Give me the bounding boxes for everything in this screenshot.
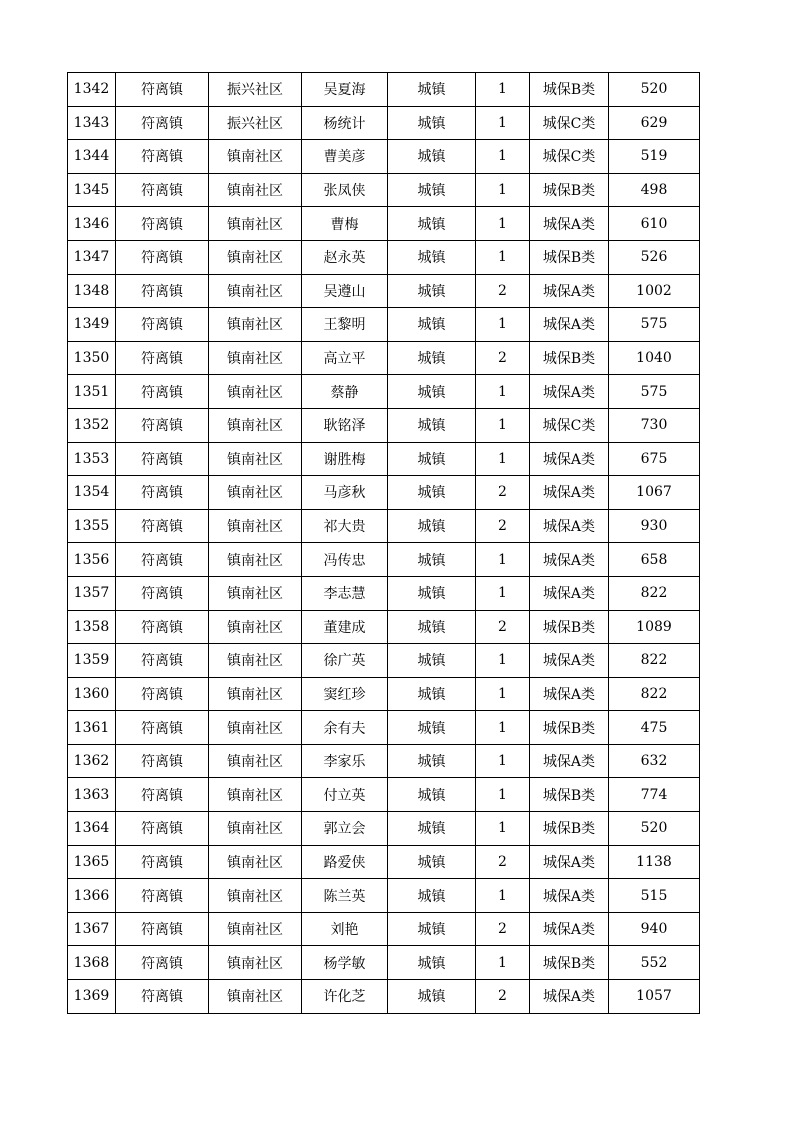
table-row [68,912,700,946]
amount-cell: 1002 [609,274,700,308]
community-cell: 镇南社区 [209,778,302,812]
town-cell: 符离镇 [116,408,209,442]
category-cell: 城保A类 [530,980,609,1014]
town-cell: 符离镇 [116,207,209,241]
category-cell: 城保A类 [530,744,609,778]
table-row [68,778,700,812]
name-cell: 付立英 [302,778,388,812]
town-cell: 符离镇 [116,711,209,745]
community-cell: 镇南社区 [209,576,302,610]
community-cell: 镇南社区 [209,845,302,879]
household-size-cell: 1 [476,240,530,274]
category-cell: 城保A类 [530,845,609,879]
residence-type-cell: 城镇 [388,576,476,610]
table-row [68,375,700,409]
serial-number-cell: 1349 [68,308,116,342]
amount-cell: 675 [609,442,700,476]
residence-type-cell: 城镇 [388,73,476,107]
residence-type-cell: 城镇 [388,274,476,308]
name-cell: 李家乐 [302,744,388,778]
serial-number-cell: 1353 [68,442,116,476]
household-size-cell: 1 [476,140,530,174]
community-cell: 镇南社区 [209,173,302,207]
serial-number-cell: 1363 [68,778,116,812]
serial-number-cell: 1359 [68,644,116,678]
community-cell: 镇南社区 [209,946,302,980]
name-cell: 蔡静 [302,375,388,409]
household-size-cell: 1 [476,106,530,140]
town-cell: 符离镇 [116,879,209,913]
roster-table [67,72,700,1014]
category-cell: 城保A类 [530,207,609,241]
category-cell: 城保A类 [530,912,609,946]
category-cell: 城保A类 [530,879,609,913]
name-cell: 杨统计 [302,106,388,140]
name-cell: 李志慧 [302,576,388,610]
table-row [68,106,700,140]
household-size-cell: 1 [476,207,530,241]
residence-type-cell: 城镇 [388,879,476,913]
amount-cell: 632 [609,744,700,778]
category-cell: 城保A类 [530,442,609,476]
category-cell: 城保A类 [530,677,609,711]
residence-type-cell: 城镇 [388,442,476,476]
town-cell: 符离镇 [116,644,209,678]
amount-cell: 498 [609,173,700,207]
community-cell: 镇南社区 [209,711,302,745]
category-cell: 城保B类 [530,778,609,812]
category-cell: 城保B类 [530,173,609,207]
community-cell: 振兴社区 [209,73,302,107]
name-cell: 余有夫 [302,711,388,745]
amount-cell: 520 [609,73,700,107]
table-row [68,610,700,644]
table-row [68,442,700,476]
table-row [68,744,700,778]
household-size-cell: 1 [476,173,530,207]
household-size-cell: 1 [476,73,530,107]
residence-type-cell: 城镇 [388,240,476,274]
category-cell: 城保A类 [530,576,609,610]
amount-cell: 1040 [609,341,700,375]
serial-number-cell: 1345 [68,173,116,207]
category-cell: 城保A类 [530,644,609,678]
amount-cell: 520 [609,812,700,846]
name-cell: 曹梅 [302,207,388,241]
residence-type-cell: 城镇 [388,341,476,375]
category-cell: 城保A类 [530,509,609,543]
residence-type-cell: 城镇 [388,408,476,442]
amount-cell: 940 [609,912,700,946]
amount-cell: 1067 [609,476,700,510]
category-cell: 城保A类 [530,375,609,409]
category-cell: 城保B类 [530,341,609,375]
serial-number-cell: 1367 [68,912,116,946]
name-cell: 窦红珍 [302,677,388,711]
amount-cell: 515 [609,879,700,913]
household-size-cell: 1 [476,812,530,846]
household-size-cell: 1 [476,576,530,610]
table-row [68,173,700,207]
serial-number-cell: 1343 [68,106,116,140]
community-cell: 镇南社区 [209,207,302,241]
residence-type-cell: 城镇 [388,308,476,342]
name-cell: 谢胜梅 [302,442,388,476]
category-cell: 城保C类 [530,140,609,174]
household-size-cell: 1 [476,744,530,778]
household-size-cell: 1 [476,778,530,812]
community-cell: 镇南社区 [209,812,302,846]
community-cell: 镇南社区 [209,543,302,577]
household-size-cell: 2 [476,341,530,375]
residence-type-cell: 城镇 [388,106,476,140]
household-size-cell: 1 [476,375,530,409]
category-cell: 城保B类 [530,610,609,644]
household-size-cell: 2 [476,980,530,1014]
serial-number-cell: 1352 [68,408,116,442]
table-row [68,140,700,174]
serial-number-cell: 1356 [68,543,116,577]
town-cell: 符离镇 [116,140,209,174]
town-cell: 符离镇 [116,509,209,543]
name-cell: 许化芝 [302,980,388,1014]
residence-type-cell: 城镇 [388,946,476,980]
amount-cell: 575 [609,375,700,409]
table-row [68,308,700,342]
table-row [68,845,700,879]
serial-number-cell: 1342 [68,73,116,107]
name-cell: 马彦秋 [302,476,388,510]
name-cell: 冯传忠 [302,543,388,577]
serial-number-cell: 1366 [68,879,116,913]
household-size-cell: 2 [476,476,530,510]
residence-type-cell: 城镇 [388,140,476,174]
name-cell: 路爱侠 [302,845,388,879]
town-cell: 符离镇 [116,845,209,879]
community-cell: 镇南社区 [209,140,302,174]
residence-type-cell: 城镇 [388,744,476,778]
residence-type-cell: 城镇 [388,980,476,1014]
residence-type-cell: 城镇 [388,476,476,510]
household-size-cell: 2 [476,845,530,879]
name-cell: 郭立会 [302,812,388,846]
serial-number-cell: 1358 [68,610,116,644]
residence-type-cell: 城镇 [388,173,476,207]
amount-cell: 658 [609,543,700,577]
town-cell: 符离镇 [116,476,209,510]
table-row [68,240,700,274]
amount-cell: 822 [609,644,700,678]
roster-table-body [68,73,700,1014]
serial-number-cell: 1360 [68,677,116,711]
community-cell: 镇南社区 [209,308,302,342]
town-cell: 符离镇 [116,744,209,778]
table-row [68,476,700,510]
table-row [68,341,700,375]
category-cell: 城保A类 [530,274,609,308]
community-cell: 镇南社区 [209,341,302,375]
name-cell: 杨学敏 [302,946,388,980]
residence-type-cell: 城镇 [388,812,476,846]
table-row [68,644,700,678]
household-size-cell: 1 [476,879,530,913]
town-cell: 符离镇 [116,677,209,711]
name-cell: 吴遵山 [302,274,388,308]
serial-number-cell: 1351 [68,375,116,409]
town-cell: 符离镇 [116,375,209,409]
name-cell: 耿铭泽 [302,408,388,442]
amount-cell: 1089 [609,610,700,644]
town-cell: 符离镇 [116,576,209,610]
amount-cell: 1057 [609,980,700,1014]
town-cell: 符离镇 [116,73,209,107]
community-cell: 镇南社区 [209,476,302,510]
name-cell: 高立平 [302,341,388,375]
community-cell: 镇南社区 [209,240,302,274]
residence-type-cell: 城镇 [388,543,476,577]
community-cell: 镇南社区 [209,912,302,946]
serial-number-cell: 1368 [68,946,116,980]
amount-cell: 774 [609,778,700,812]
amount-cell: 526 [609,240,700,274]
category-cell: 城保A类 [530,476,609,510]
town-cell: 符离镇 [116,980,209,1014]
table-row [68,408,700,442]
category-cell: 城保A类 [530,543,609,577]
category-cell: 城保B类 [530,711,609,745]
household-size-cell: 1 [476,308,530,342]
category-cell: 城保C类 [530,106,609,140]
table-row [68,576,700,610]
household-size-cell: 2 [476,610,530,644]
table-row [68,812,700,846]
community-cell: 镇南社区 [209,509,302,543]
residence-type-cell: 城镇 [388,912,476,946]
community-cell: 镇南社区 [209,980,302,1014]
community-cell: 镇南社区 [209,408,302,442]
community-cell: 镇南社区 [209,644,302,678]
town-cell: 符离镇 [116,274,209,308]
table-row [68,543,700,577]
residence-type-cell: 城镇 [388,778,476,812]
serial-number-cell: 1354 [68,476,116,510]
table-row [68,879,700,913]
residence-type-cell: 城镇 [388,207,476,241]
residence-type-cell: 城镇 [388,610,476,644]
serial-number-cell: 1357 [68,576,116,610]
amount-cell: 519 [609,140,700,174]
table-row [68,207,700,241]
household-size-cell: 2 [476,912,530,946]
community-cell: 镇南社区 [209,677,302,711]
serial-number-cell: 1348 [68,274,116,308]
name-cell: 董建成 [302,610,388,644]
serial-number-cell: 1364 [68,812,116,846]
community-cell: 镇南社区 [209,442,302,476]
name-cell: 徐广英 [302,644,388,678]
name-cell: 祁大贵 [302,509,388,543]
serial-number-cell: 1362 [68,744,116,778]
household-size-cell: 1 [476,677,530,711]
town-cell: 符离镇 [116,812,209,846]
town-cell: 符离镇 [116,106,209,140]
amount-cell: 822 [609,677,700,711]
serial-number-cell: 1346 [68,207,116,241]
residence-type-cell: 城镇 [388,644,476,678]
serial-number-cell: 1350 [68,341,116,375]
amount-cell: 730 [609,408,700,442]
name-cell: 曹美彦 [302,140,388,174]
residence-type-cell: 城镇 [388,711,476,745]
name-cell: 吴夏海 [302,73,388,107]
amount-cell: 1138 [609,845,700,879]
town-cell: 符离镇 [116,610,209,644]
community-cell: 镇南社区 [209,744,302,778]
amount-cell: 822 [609,576,700,610]
name-cell: 王黎明 [302,308,388,342]
table-row [68,677,700,711]
name-cell: 刘艳 [302,912,388,946]
town-cell: 符离镇 [116,308,209,342]
table-row [68,274,700,308]
residence-type-cell: 城镇 [388,677,476,711]
category-cell: 城保B类 [530,240,609,274]
amount-cell: 575 [609,308,700,342]
household-size-cell: 1 [476,543,530,577]
name-cell: 赵永英 [302,240,388,274]
name-cell: 陈兰英 [302,879,388,913]
table-row [68,509,700,543]
town-cell: 符离镇 [116,778,209,812]
serial-number-cell: 1347 [68,240,116,274]
household-size-cell: 2 [476,274,530,308]
serial-number-cell: 1344 [68,140,116,174]
household-size-cell: 1 [476,442,530,476]
community-cell: 镇南社区 [209,610,302,644]
amount-cell: 552 [609,946,700,980]
community-cell: 镇南社区 [209,375,302,409]
household-size-cell: 1 [476,946,530,980]
town-cell: 符离镇 [116,341,209,375]
category-cell: 城保B类 [530,812,609,846]
category-cell: 城保B类 [530,946,609,980]
amount-cell: 475 [609,711,700,745]
residence-type-cell: 城镇 [388,375,476,409]
table-row [68,711,700,745]
category-cell: 城保C类 [530,408,609,442]
serial-number-cell: 1361 [68,711,116,745]
serial-number-cell: 1369 [68,980,116,1014]
household-size-cell: 1 [476,408,530,442]
category-cell: 城保B类 [530,73,609,107]
name-cell: 张凤侠 [302,173,388,207]
town-cell: 符离镇 [116,543,209,577]
household-size-cell: 2 [476,509,530,543]
table-row [68,73,700,107]
town-cell: 符离镇 [116,173,209,207]
town-cell: 符离镇 [116,442,209,476]
residence-type-cell: 城镇 [388,845,476,879]
household-size-cell: 1 [476,711,530,745]
amount-cell: 610 [609,207,700,241]
category-cell: 城保A类 [530,308,609,342]
serial-number-cell: 1355 [68,509,116,543]
table-row [68,946,700,980]
town-cell: 符离镇 [116,240,209,274]
community-cell: 镇南社区 [209,274,302,308]
amount-cell: 930 [609,509,700,543]
community-cell: 振兴社区 [209,106,302,140]
town-cell: 符离镇 [116,946,209,980]
household-size-cell: 1 [476,644,530,678]
serial-number-cell: 1365 [68,845,116,879]
residence-type-cell: 城镇 [388,509,476,543]
community-cell: 镇南社区 [209,879,302,913]
town-cell: 符离镇 [116,912,209,946]
table-row [68,980,700,1014]
amount-cell: 629 [609,106,700,140]
